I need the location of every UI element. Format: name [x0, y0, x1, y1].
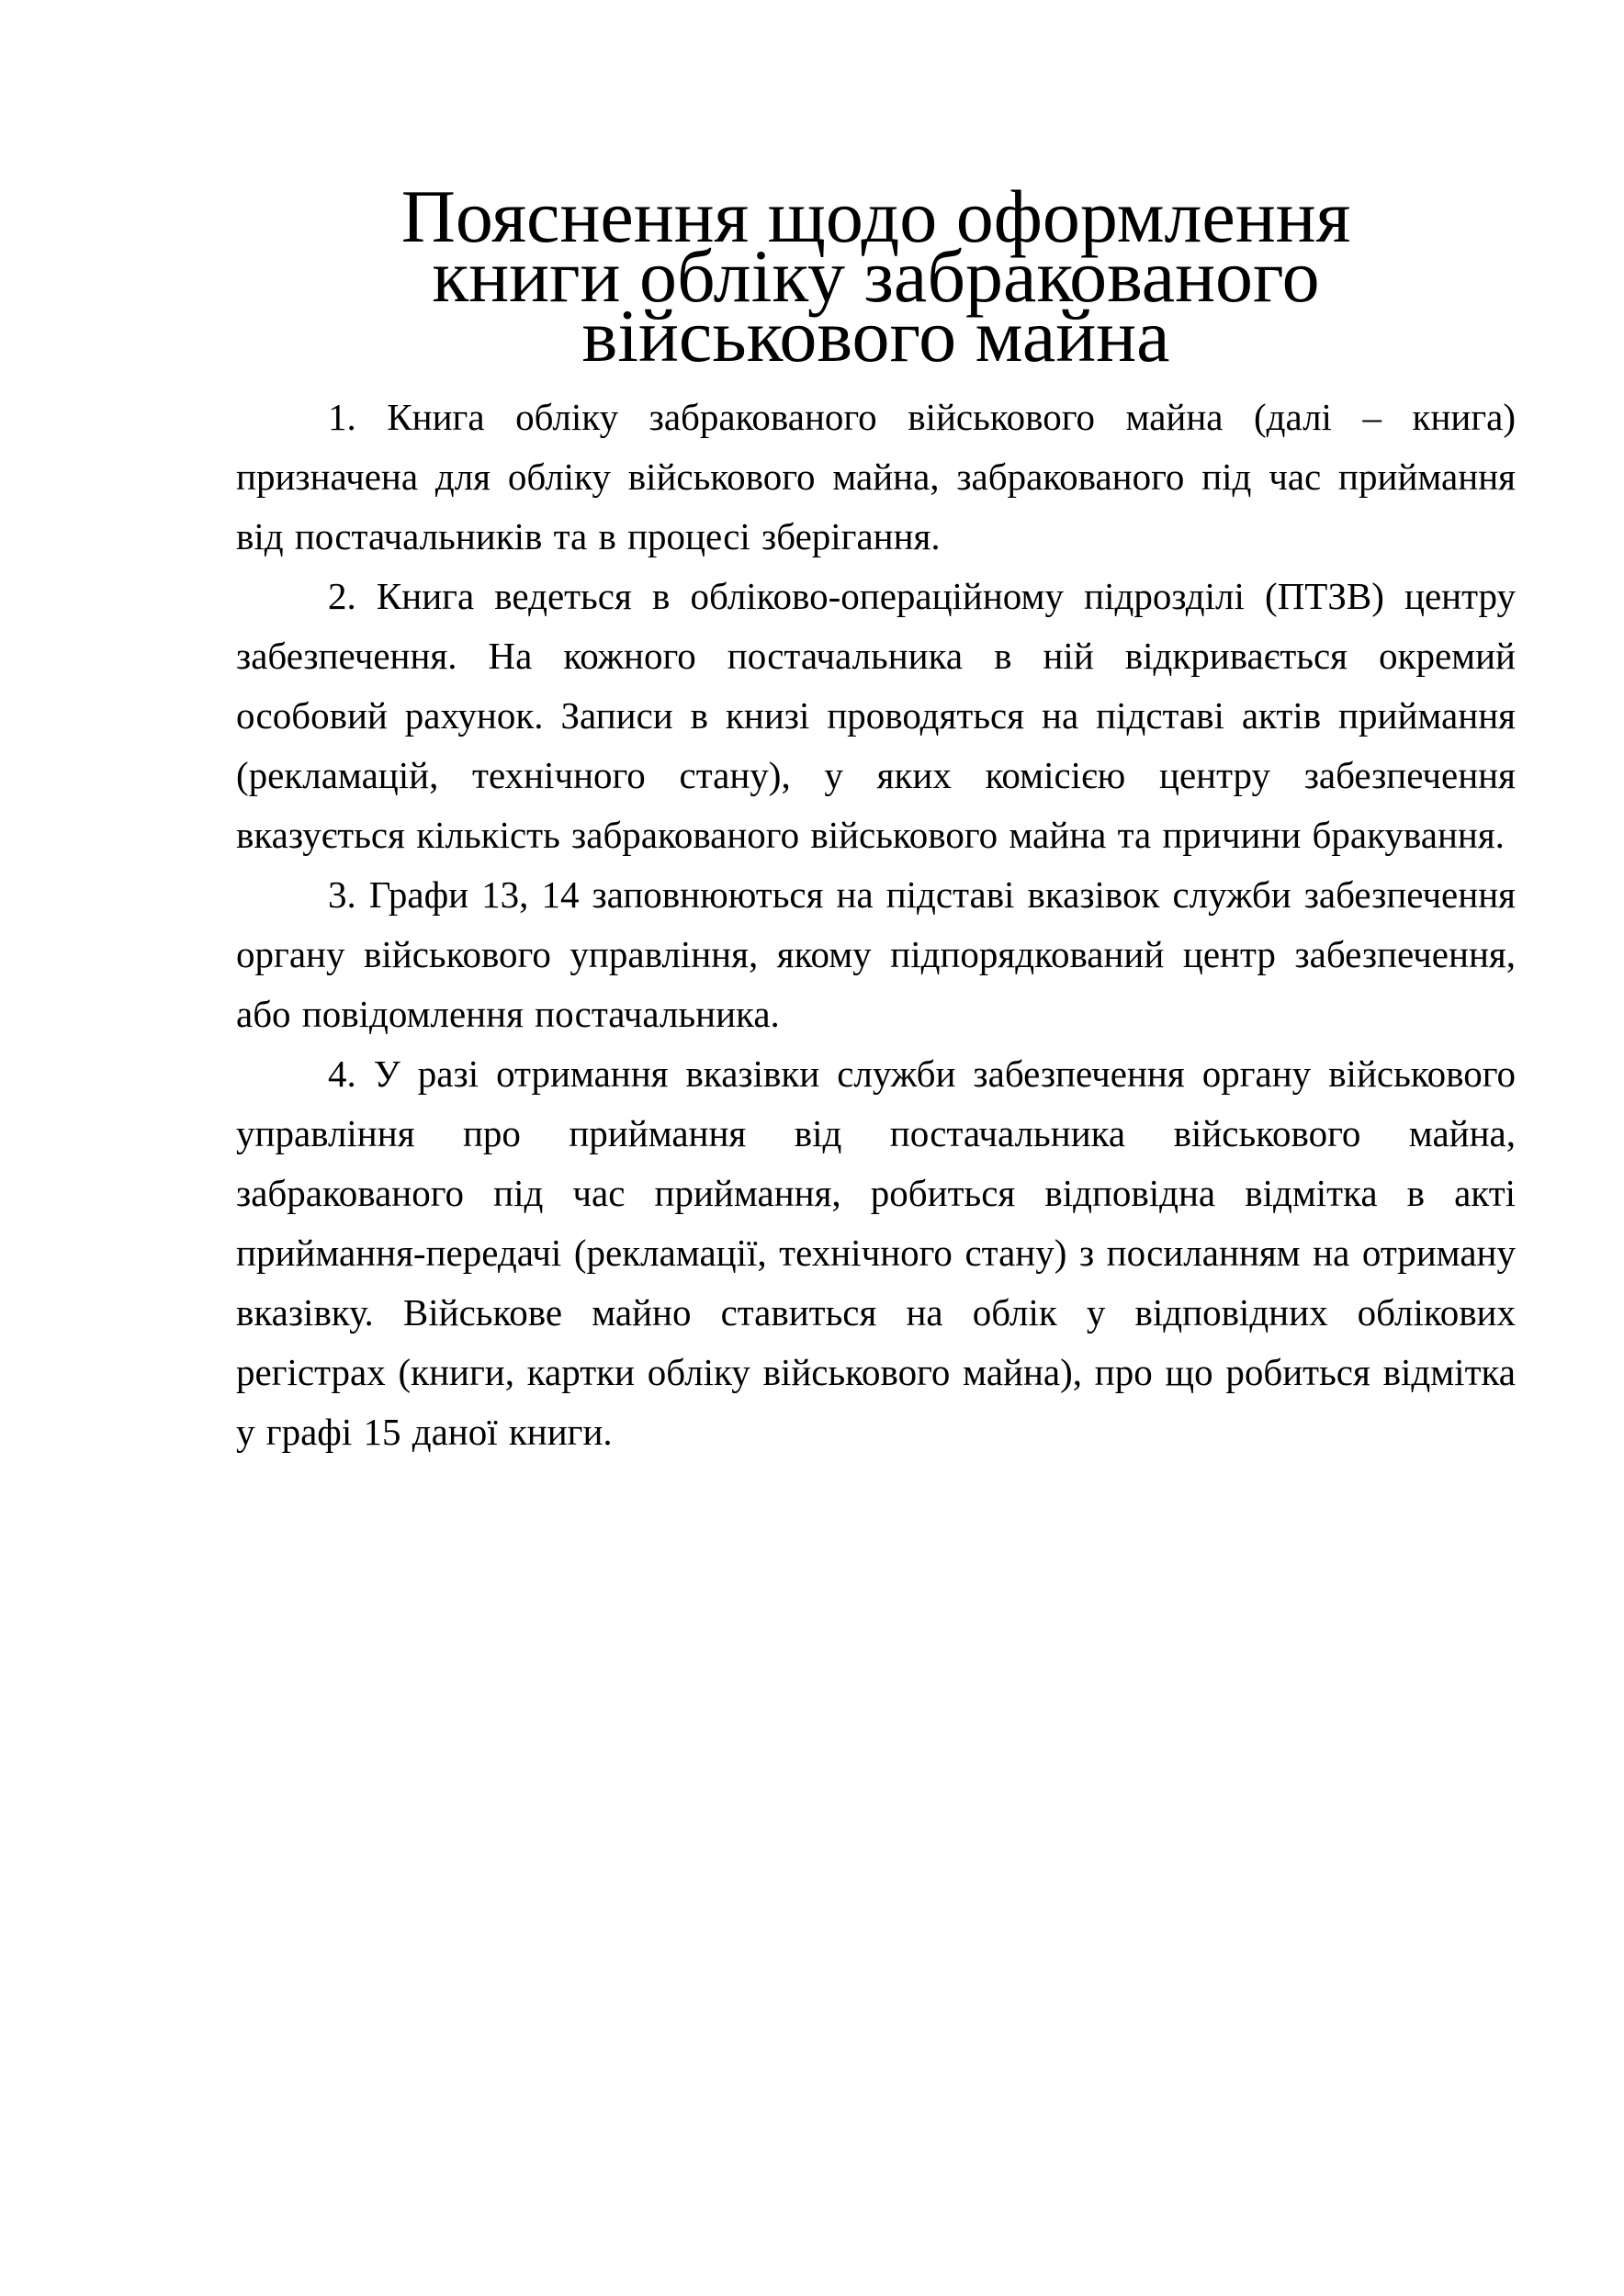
document-title-line-1: Пояснення щодо оформлення — [400, 174, 1351, 258]
document-body — [236, 388, 1516, 1462]
paragraph-3: 3. Графи 13, 14 заповнюються на підставі вказівок служби забезпечення органу військового управління, якому підпорядкований центр забезпечення, або повідомлення постачальника. — [236, 873, 1516, 1035]
document-title — [236, 174, 1516, 377]
paragraph-1: 1. Книга обліку забракованого військового майна (далі – книга) призначена для обліку військового майна, забракованого під час приймання від постачальників та в процесі зберігання. — [236, 396, 1516, 557]
document-title-line-2: книги обліку забракованого військового майна — [432, 234, 1320, 377]
document-content — [236, 174, 1516, 1462]
paragraph-4: 4. У разі отримання вказівки служби забезпечення органу військового управління про приймання від постачальника військового майна, забракованого під час приймання, робиться відповідна відмітка в акті приймання-передачі (рекламації, технічного стану) з посиланням на отриману вказівку. Військове майно ставиться на облік у відповідних облікових регістрах (книги, картки обліку військового майна), про що робиться відмітка у графі 15 даної книги. — [236, 1052, 1516, 1453]
paragraph-2: 2. Книга ведеться в обліково-операційному підрозділі (ПТЗВ) центру забезпечення. На кожного постачальника в ній відкривається окремий особовий рахунок. Записи в книзі проводяться на підставі актів приймання (рекламацій, технічного стану), у яких комісією центру забезпечення вказується кількість забракованого військового майна та причини бракування. — [236, 575, 1516, 856]
